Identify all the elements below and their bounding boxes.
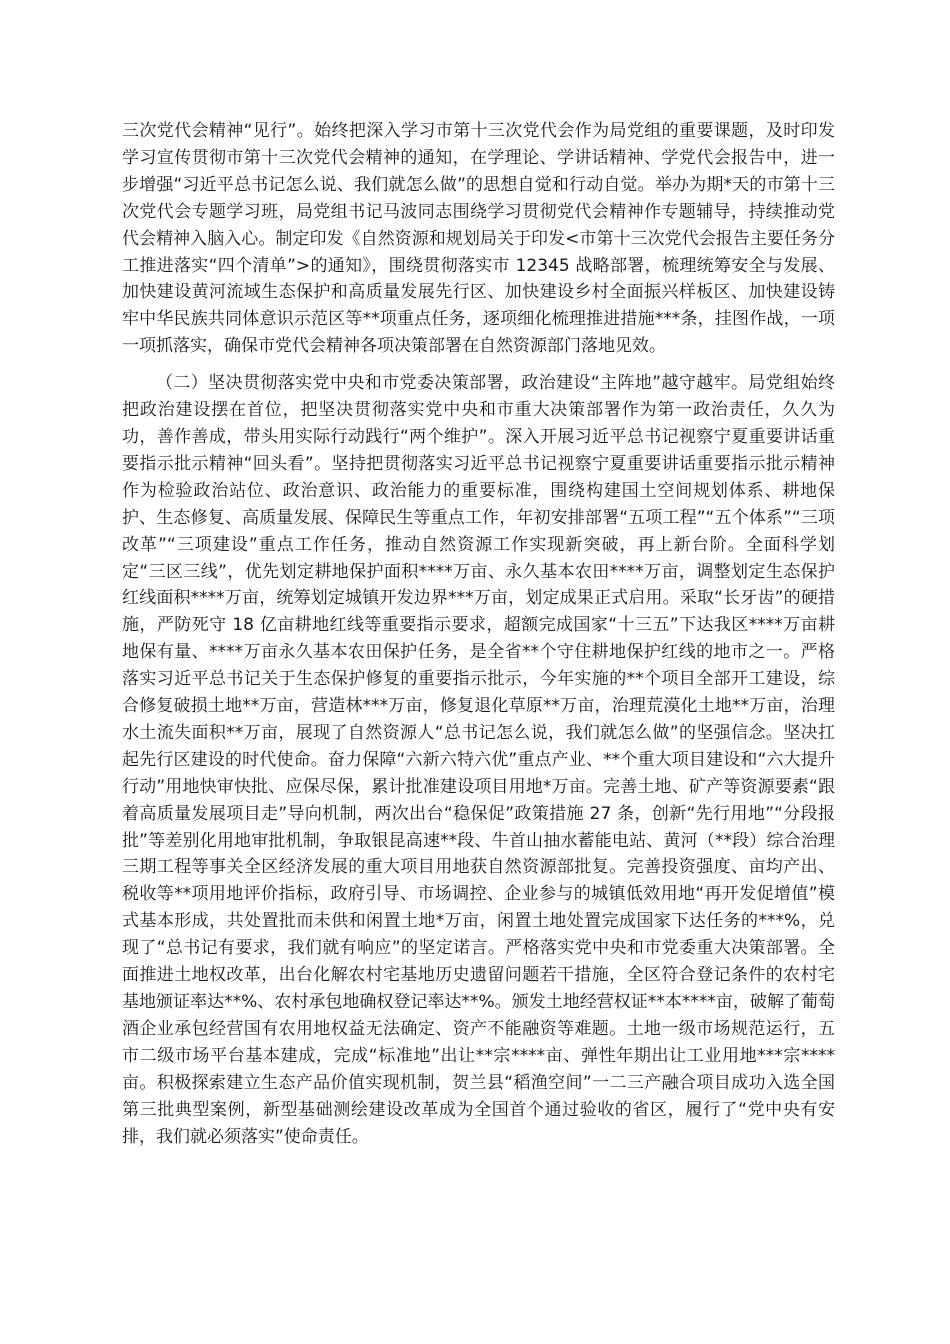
body-paragraph-2: （二）坚决贯彻落实党中央和市党委决策部署，政治建设“主阵地”越守越牢。局党组始终把政治建设摆在首位，把坚决贯彻落实党中央和市重大决策部署作为第一政治责任，久久为功，善作善成，带头用实际行动践行“两个维护”。深入开展习近平总书记视察宁夏重要讲话重要指示批示精神“回头看”。坚持把贯彻落实习近平总书记视察宁夏重要讲话重要指示批示精神作为检验政治站位、政治意识、政治能力的重要标准，围绕构建国土空间规划体系、耕地保护、生态修复、高质量发展、保障民生等重点工作，年初安排部署“五项工程”“五个体系”“三项改革”“三项建设”重点工作任务，推动自然资源工作实现新突破，再上新台阶。全面科学划定“三区三线”，优先划定耕地保护面积****万亩、永久基本农田****万亩，调整划定生态保护红线面积****万亩，统筹划定城镇开发边界***万亩，划定成果正式启用。采取“长牙齿”的硬措施，严防死守 18 亿亩耕地红线等重要指示要求，超额完成国家“十三五”下达我区****万亩耕地保有量、****万亩永久基本农田保护任务，是全省**个守住耕地保护红线的地市之一。严格落实习近平总书记关于生态保护修复的重要指示批示，今年实施的**个项目全部开工建设，综合修复破损土地**万亩，营造林***万亩，修复退化草原**万亩，治理荒漠化土地**万亩，治理水土流失面积**万亩，展现了自然资源人“总书记怎么说，我们就怎么做”的坚强信念。坚决扛起先行区建设的时代使命。奋力保障“六新六特六优”重点产业、**个重大项目建设和“六大提升行动”用地快审快批、应保尽保，累计批准建设项目用地*万亩。完善土地、矿产等资源要素“跟着高质量发展项目走”导向机制，两次出台“稳保促”政策措施 27 条，创新“先行用地”“分段报批”等差别化用地审批机制，争取银昆高速**段、牛首山抽水蓄能电站、黄河（**段）综合治理三期工程等事关全区经济发展的重大项目用地获自然资源部批复。完善投资强度、亩均产出、税收等**项用地评价指标，政府引导、市场调控、企业参与的城镇低效用地“再开发促增值”模式基本形成，共处置批而未供和闲置土地*万亩，闲置土地处置完成国家下达任务的***%，兑现了“总书记有要求，我们就有响应”的坚定诺言。严格落实党中央和市党委重大决策部署。全面推进土地权改革，出台化解农村宅基地历史遗留问题若干措施，全区符合登记条件的农村宅基地颁证率达**%、农村承包地确权登记率达**%。颁发土地经营权证**本****亩，破解了葡萄酒企业承包经营国有农用地权益无法确定、资产不能融资等难题。土地一级市场规范运行，五市二级市场平台基本建成，完成“标准地”出让**宗****亩、弹性年期出让工业用地***宗****亩。积极探索建立生态产品价值实现机制，贺兰县“稻渔空间”一二三产融合项目成功入选全国第三批典型案例，新型基础测绘建设改革成为全国首个通过验收的省区，履行了“党中央有安排，我们就必须落实”使命责任。 [122,373,835,1147]
body-paragraph-1: 三次党代会精神“见行”。始终把深入学习市第十三次党代会作为局党组的重要课题，及时印发学习宣传贯彻市第十三次党代会精神的通知，在学理论、学讲话精神、学党代会报告中，进一步增强“习近平总书记怎么说、我们就怎么做”的思想自觉和行动自觉。举办为期*天的市第十三次党代会专题学习班，局党组书记马波同志围绕学习贯彻党代会精神作专题辅导，持续推动党代会精神入脑入心。制定印发《自然资源和规划局关于印发<市第十三次党代会报告主要任务分工推进落实“四个清单”>的通知》，围绕贯彻落实市 12345 战略部署，梳理统筹安全与发展、加快建设黄河流域生态保护和高质量发展先行区、加快建设乡村全面振兴样板区、加快建设铸牢中华民族共同体意识示范区等**项重点任务，逐项细化梳理推进措施***条，挂图作战，一项一项抓落实，确保市党代会精神各项决策部署在自然资源部门落地见效。 [122,121,835,357]
document-page [122,118,835,1150]
